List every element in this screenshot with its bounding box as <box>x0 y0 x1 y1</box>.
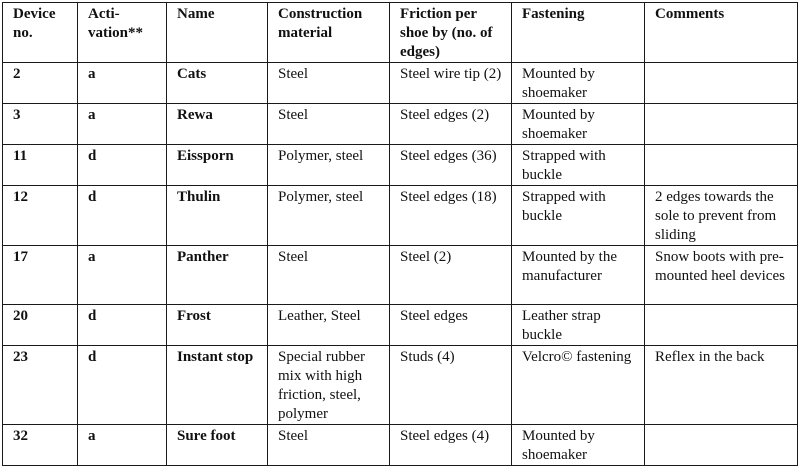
cell-activation: a <box>78 425 167 466</box>
cell-comments <box>645 104 798 145</box>
cell-fastening: Mounted by shoemaker <box>512 104 645 145</box>
cell-construction-material: Steel <box>268 63 390 104</box>
cell-device-no: 11 <box>3 145 78 186</box>
cell-activation: a <box>78 104 167 145</box>
cell-name: Frost <box>167 305 268 346</box>
cell-name: Sure foot <box>167 425 268 466</box>
table-row <box>3 63 798 104</box>
cell-comments: Reflex in the back <box>645 346 798 425</box>
table-row <box>3 104 798 145</box>
cell-name: Thulin <box>167 186 268 246</box>
cell-activation: d <box>78 186 167 246</box>
cell-friction: Steel edges <box>390 305 512 346</box>
cell-name: Eissporn <box>167 145 268 186</box>
cell-friction: Steel edges (2) <box>390 104 512 145</box>
cell-activation: d <box>78 305 167 346</box>
cell-name: Cats <box>167 63 268 104</box>
cell-activation: a <box>78 63 167 104</box>
cell-device-no: 20 <box>3 305 78 346</box>
cell-friction: Steel (2) <box>390 246 512 305</box>
table-row <box>3 186 798 246</box>
cell-activation: a <box>78 246 167 305</box>
cell-fastening: Mounted by the manufacturer <box>512 246 645 305</box>
cell-construction-material: Polymer, steel <box>268 145 390 186</box>
header-name: Name <box>167 3 268 63</box>
cell-device-no: 12 <box>3 186 78 246</box>
header-row <box>3 3 798 63</box>
cell-friction: Steel wire tip (2) <box>390 63 512 104</box>
cell-comments <box>645 425 798 466</box>
cell-comments <box>645 305 798 346</box>
cell-comments <box>645 63 798 104</box>
cell-name: Instant stop <box>167 346 268 425</box>
cell-friction: Steel edges (4) <box>390 425 512 466</box>
header-fastening: Fastening <box>512 3 645 63</box>
cell-comments <box>645 145 798 186</box>
cell-device-no: 32 <box>3 425 78 466</box>
table-row <box>3 425 798 466</box>
cell-device-no: 23 <box>3 346 78 425</box>
cell-name: Panther <box>167 246 268 305</box>
cell-construction-material: Steel <box>268 246 390 305</box>
cell-fastening: Mounted by shoemaker <box>512 425 645 466</box>
cell-friction: Steel edges (36) <box>390 145 512 186</box>
header-comments: Comments <box>645 3 798 63</box>
cell-fastening: Mounted by shoemaker <box>512 63 645 104</box>
cell-comments: Snow boots with pre-mounted heel devices <box>645 246 798 305</box>
header-friction: Friction per shoe by (no. of edges) <box>390 3 512 63</box>
cell-construction-material: Polymer, steel <box>268 186 390 246</box>
cell-construction-material: Special rubber mix with high friction, steel, polymer <box>268 346 390 425</box>
header-device-no: Device no. <box>3 3 78 63</box>
cell-construction-material: Leather, Steel <box>268 305 390 346</box>
table-row <box>3 346 798 425</box>
cell-friction: Studs (4) <box>390 346 512 425</box>
header-construction-material: Construction material <box>268 3 390 63</box>
cell-device-no: 3 <box>3 104 78 145</box>
cell-device-no: 2 <box>3 63 78 104</box>
cell-fastening: Strapped with buckle <box>512 145 645 186</box>
cell-friction: Steel edges (18) <box>390 186 512 246</box>
cell-fastening: Velcro© fastening <box>512 346 645 425</box>
cell-name: Rewa <box>167 104 268 145</box>
cell-construction-material: Steel <box>268 104 390 145</box>
cell-fastening: Leather strap buckle <box>512 305 645 346</box>
cell-construction-material: Steel <box>268 425 390 466</box>
table-row <box>3 246 798 305</box>
devices-table <box>2 2 798 466</box>
cell-activation: d <box>78 145 167 186</box>
cell-fastening: Strapped with buckle <box>512 186 645 246</box>
header-activation: Acti-vation** <box>78 3 167 63</box>
cell-device-no: 17 <box>3 246 78 305</box>
cell-comments: 2 edges towards the sole to prevent from sliding <box>645 186 798 246</box>
table-row <box>3 145 798 186</box>
table-row <box>3 305 798 346</box>
cell-activation: d <box>78 346 167 425</box>
